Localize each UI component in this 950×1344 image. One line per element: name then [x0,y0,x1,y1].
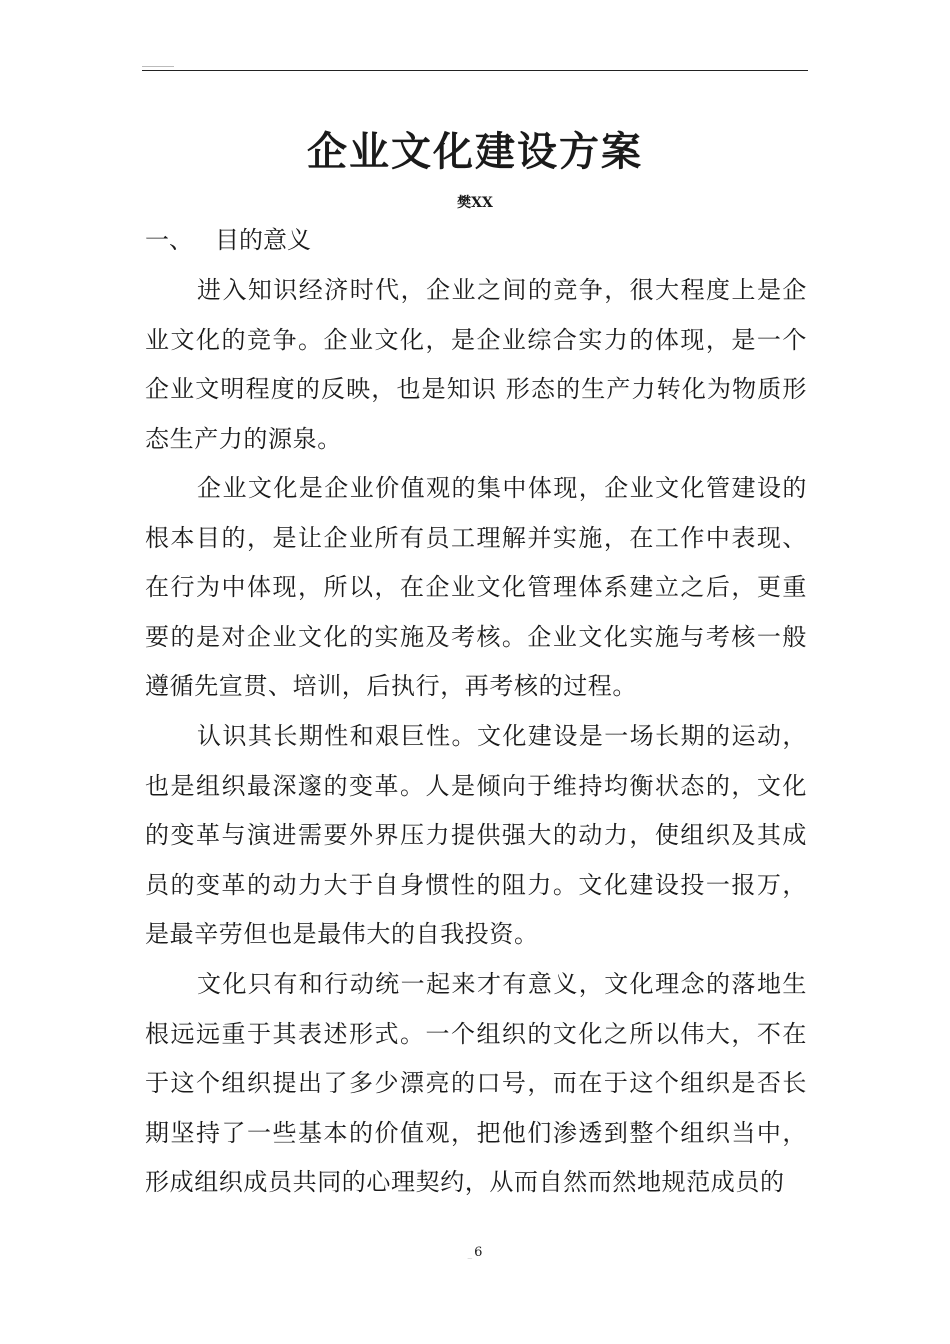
footer-mark: _ [467,1249,473,1259]
document-title: 企业文化建设方案 [307,128,643,175]
section-heading [145,222,311,258]
document-author: 樊XX [457,195,493,211]
paragraph-1: 进入知识经济时代，企业之间的竞争，很大程度上是企业文化的竞争。企业文化，是企业综合实力的体现，是一个企业文明程度的反映，也是知识 形态的生产力转化为物质形态生产力的源泉。 [145,276,807,453]
paragraph-3: 认识其长期性和艰巨性。文化建设是一场长期的运动，也是组织最深邃的变革。人是倾向于维持均衡状态的，文化的变革与演进需要外界压力提供强大的动力，使组织及其成员的变革的动力大于自身惯性的阻力。文化建设投一报万，是最辛劳但也是最伟大的自我投资。 [145,722,807,948]
header-mark [142,66,174,67]
paragraph-4: 文化只有和行动统一起来才有意义，文化理念的落地生根远远重于其表述形式。一个组织的文化之所以伟大，不在于这个组织提出了多少漂亮的口号，而在于这个组织是否长期坚持了一些基本的价值观，把他们渗透到整个组织当中，形成组织成员共同的心理契约，从而自然而然地规范成员的 [145,970,807,1196]
section-title: 目的意义 [215,226,311,254]
paragraph-2: 企业文化是企业价值观的集中体现，企业文化管建设的根本目的，是让企业所有员工理解并实施，在工作中表现、在行为中体现，所以，在企业文化管理体系建立之后，更重要的是对企业文化的实施及考核。企业文化实施与考核一般遵循先宣贯、培训，后执行，再考核的过程。 [145,474,807,700]
page-footer [0,1244,950,1263]
header-rule [142,70,808,71]
section-number: 一、 [145,226,193,254]
page-number: 6 [474,1245,483,1260]
